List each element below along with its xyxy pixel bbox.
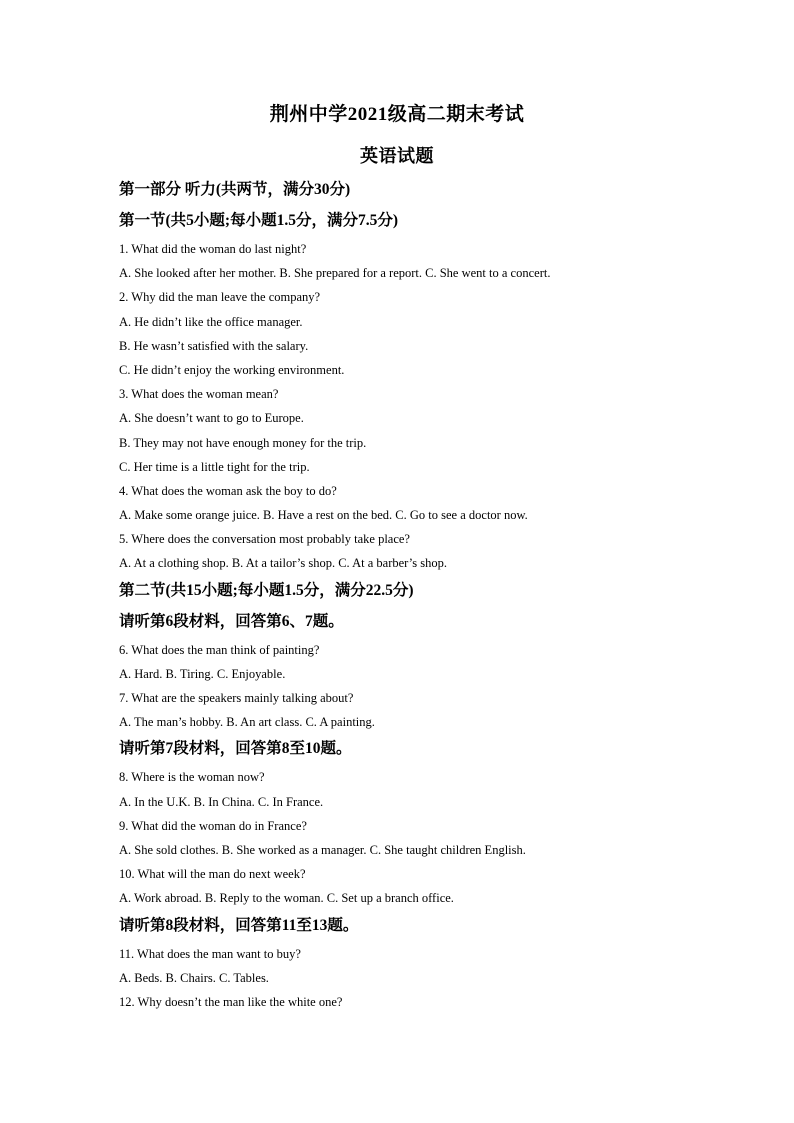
question-line: B. He wasn’t satisfied with the salary. bbox=[119, 338, 309, 353]
exam-content bbox=[119, 178, 759, 1017]
question-line: 6. What does the man think of painting? bbox=[119, 642, 320, 657]
question-line: A. She looked after her mother. B. She prepared for a report. C. She went to a concert. bbox=[119, 266, 551, 281]
section-heading: 请听第6段材料，回答第6、7题。 bbox=[119, 612, 344, 630]
question-line: A. The man’s hobby. B. An art class. C. A painting. bbox=[119, 715, 375, 730]
section-heading: 请听第7段材料，回答第8至10题。 bbox=[119, 740, 352, 758]
question-line: 11. What does the man want to buy? bbox=[119, 946, 301, 961]
question-line: 7. What are the speakers mainly talking about? bbox=[119, 691, 354, 705]
question-line: A. At a clothing shop. B. At a tailor’s shop. C. At a barber’s shop. bbox=[119, 556, 447, 571]
question-line: 10. What will the man do next week? bbox=[119, 867, 306, 882]
question-line: 8. Where is the woman now? bbox=[119, 770, 265, 785]
question-line: B. They may not have enough money for the trip. bbox=[119, 435, 367, 450]
question-line: A. Hard. B. Tiring. C. Enjoyable. bbox=[119, 666, 286, 681]
question-line: A. Work abroad. B. Reply to the woman. C. Set up a branch office. bbox=[119, 891, 454, 906]
question-line: 9. What did the woman do in France? bbox=[119, 818, 307, 833]
question-line: A. Beds. B. Chairs. C. Tables. bbox=[119, 970, 269, 985]
question-line: C. He didn’t enjoy the working environment. bbox=[119, 362, 345, 377]
exam-subtitle: 英语试题 bbox=[360, 146, 434, 166]
question-line: A. In the U.K. B. In China. C. In France. bbox=[119, 794, 324, 809]
question-line: 3. What does the woman mean? bbox=[119, 387, 279, 402]
section-heading: 第一节(共5小题;每小题1.5分，满分7.5分) bbox=[119, 212, 398, 229]
section-heading: 第一部分 听力(共两节，满分30分) bbox=[119, 181, 351, 198]
question-line: A. She sold clothes. B. She worked as a manager. C. She taught children English. bbox=[119, 842, 526, 857]
section-heading: 请听第8段材料，回答第11至13题。 bbox=[119, 916, 359, 934]
section-heading: 第二节(共15小题;每小题1.5分，满分22.5分) bbox=[119, 581, 414, 599]
question-line: 1. What did the woman do last night? bbox=[119, 242, 307, 256]
question-line: A. Make some orange juice. B. Have a rest on the bed. C. Go to see a doctor now. bbox=[119, 508, 528, 523]
question-line: A. She doesn’t want to go to Europe. bbox=[119, 411, 304, 426]
question-line: 2. Why did the man leave the company? bbox=[119, 290, 321, 305]
question-line: C. Her time is a little tight for the trip. bbox=[119, 459, 310, 474]
question-line: 5. Where does the conversation most probably take place? bbox=[119, 532, 410, 547]
question-line: A. He didn’t like the office manager. bbox=[119, 314, 303, 329]
question-line: 12. Why doesn’t the man like the white one? bbox=[119, 994, 343, 1009]
question-line: 4. What does the woman ask the boy to do? bbox=[119, 483, 337, 498]
exam-title: 荆州中学2021级高二期末考试 bbox=[269, 104, 525, 125]
